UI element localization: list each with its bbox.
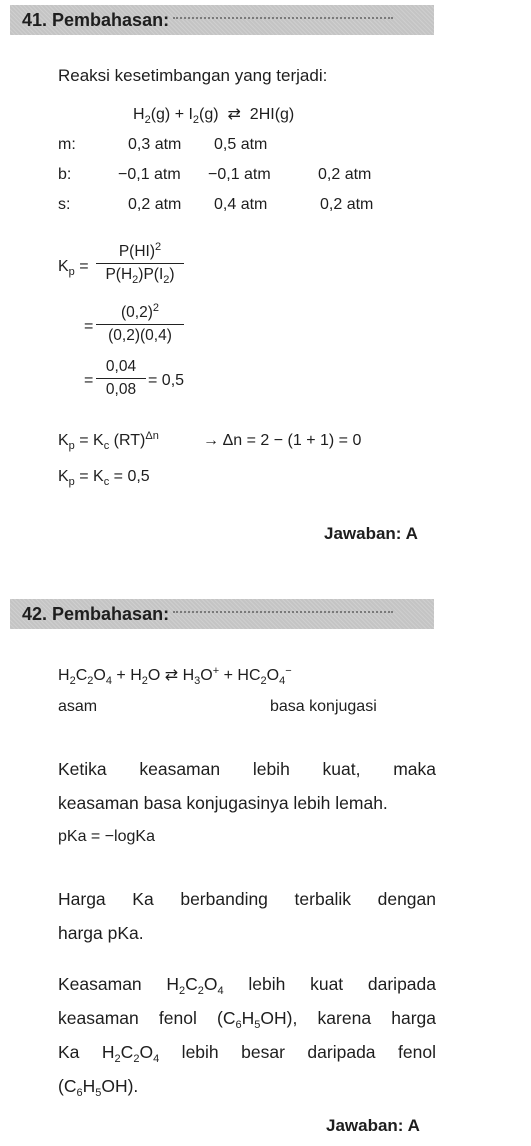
acid-base-equation: $H_2C_2O_4 + H_2O$ ⇄ $H_3O^+ + HC_2O_4^-$ [58,665,292,687]
delta-n-calc: → Δn = 2 − (1 + 1) = 0 [203,432,362,449]
row-label-s: s: [58,196,71,213]
section-title-42: 42. Pembahasan: [22,604,170,624]
paragraph-3-line-1: Keasaman $H_2C_2O_4$ lebih kuat daripada [58,974,436,997]
answer-41: Jawaban: A [324,524,418,543]
row-label-b: b: [58,166,72,183]
paragraph-2-line-2: harga pKa. [58,923,144,943]
b-i2: −0,1 atm [208,166,271,183]
kp-symbol: $K_p$ = [58,258,89,278]
b-hi: 0,2 atm [318,166,372,183]
equals-3: = [84,372,94,389]
kp-equals-kc: $K_p = K_c = 0,5$ [58,468,150,488]
s-i2: 0,4 atm [214,196,268,213]
paragraph-3-line-2: keasaman fenol $(C_6H_5OH)$, karena harga [58,1008,436,1031]
m-h2: 0,3 atm [128,136,182,153]
section-header-42 [10,599,434,629]
paragraph-2-line-1: Harga Ka berbanding terbalik dengan [58,889,436,909]
b-h2: −0,1 atm [118,166,181,183]
intro-text: Reaksi kesetimbangan yang terjadi: [58,66,328,85]
row-label-m: m: [58,136,76,153]
s-hi: 0,2 atm [320,196,374,213]
equilibrium-arrow-icon: ⇄ [227,106,241,123]
equals-2: = [84,318,94,335]
dotted-leader [173,611,393,613]
paragraph-3-line-4: $(C_6H_5OH)$. [58,1076,139,1099]
m-i2: 0,5 atm [214,136,268,153]
paragraph-3-line-3: Ka $H_2C_2O_4$ lebih besar daripada fenol [58,1042,436,1065]
reaction-equation: $H_2(g) + I_2(g)$ ⇄ 2HI(g) [133,106,295,126]
paragraph-1-line-1: Ketika keasaman lebih kuat, maka [58,759,436,779]
dotted-leader [173,17,393,19]
kp-fraction-1: P(HI)$^2$ $P(H_2)P(I_2)$ [96,243,184,284]
label-acid: asam [58,698,98,715]
kp-result: = 0,5 [148,372,185,389]
paragraph-1-line-2: keasaman basa konjugasinya lebih lemah. [58,793,388,813]
answer-42: Jawaban: A [326,1116,420,1135]
s-h2: 0,2 atm [128,196,182,213]
kp-kc-relation: $K_p = K_c$ (RT)$^{\Delta n}$ [58,430,159,452]
kp-fraction-3: 0,04 0,08 [96,358,146,399]
section-title-41: 41. Pembahasan: [22,10,170,30]
section-header-41 [10,5,434,35]
pka-formula: pKa = −logKa [58,828,155,845]
label-conjugate-base: basa konjugasi [270,698,377,715]
kp-fraction-2: $(0,2)^2$ (0,2)(0,4) [96,304,184,345]
